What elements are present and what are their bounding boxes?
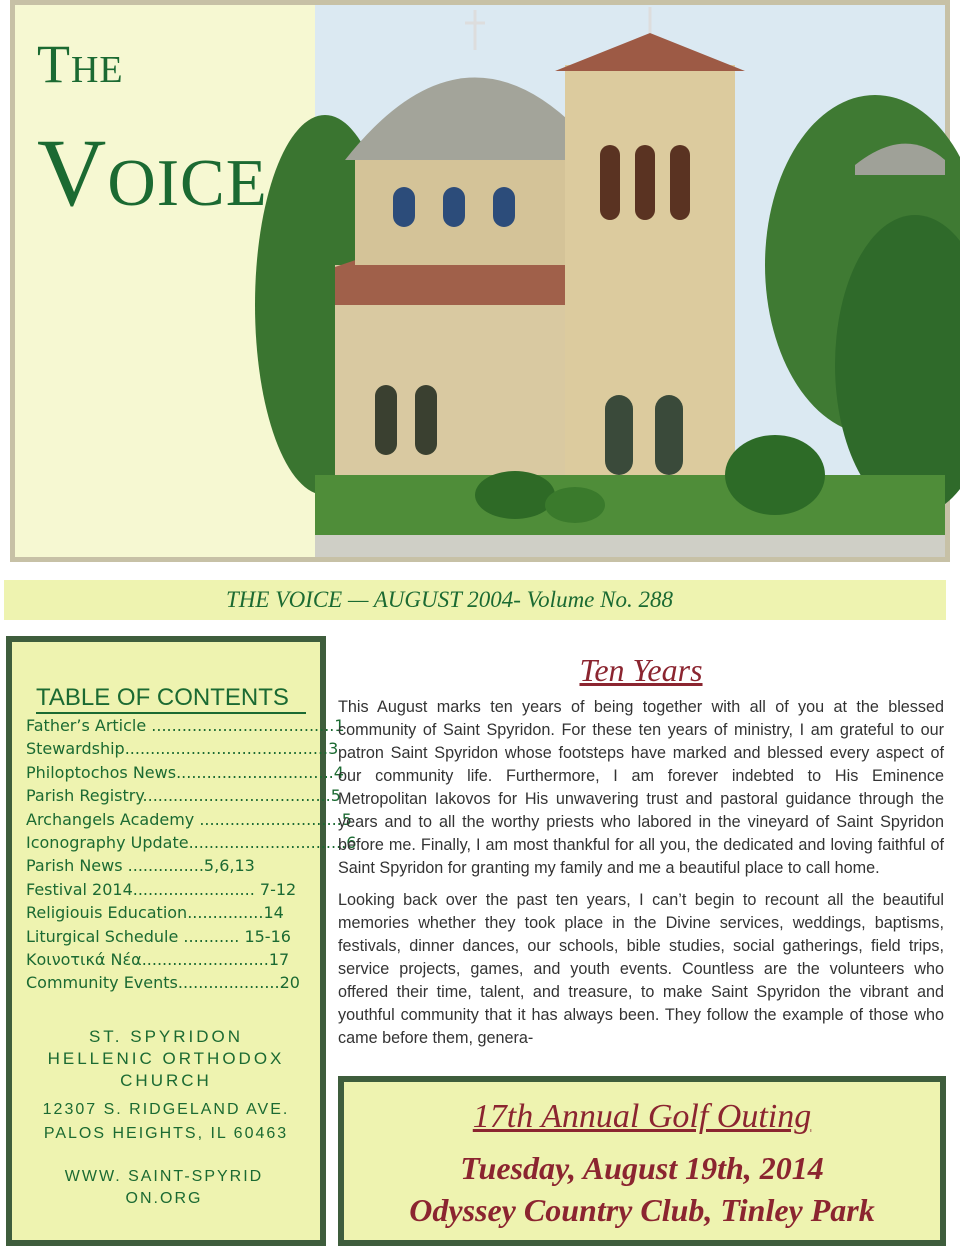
article-paragraph: Looking back over the past ten years, I can’t begin to recount all the beautiful memories whether they took place in the Divine services, weddings, baptisms, festivals, dinner dances, our schools, bible studies, social gatherings, field trips, service projects, games, and youth events. Countless are the volunteers who offered their time, talent, and treasure, to make Saint Spyridon the vibrant and youthful community that it has always been. They follow the example of those who came before them, genera- [338,891,944,1047]
article-body [338,696,944,1059]
church-photo [315,5,945,557]
toc-item: Parish News ...............5,6,13 [26,856,255,876]
toc-heading: TABLE OF CONTENTS [36,684,306,714]
toc-item: Κοινοτικά Νέα.........................17 [26,950,290,970]
toc-item: Liturgical Schedule ........... 15-16 [26,926,291,946]
golf-date: Tuesday, August 19th, 2014 [460,1150,824,1186]
masthead [10,0,950,562]
address-line: PALOS HEIGHTS, IL 60463 [43,1125,289,1142]
toc-item: Philoptochos News...............................4 [26,762,344,782]
toc-item: Parish Registry.....................................5 [26,786,341,806]
toc-item: Religiouis Education...............14 [26,903,284,923]
article-title: Ten Years [579,652,703,688]
title-the: The [37,34,124,94]
church-name-line: ST. SPYRIDON [88,1027,244,1046]
golf-title: 17th Annual Golf Outing [472,1098,812,1135]
table-of-contents [6,636,357,1246]
title-voice: Voice [37,119,268,226]
toc-item: Archangels Academy ............................5 [26,809,352,829]
church-address [12,1098,320,1146]
church-name [12,1026,320,1092]
toc-item: Iconography Update...............................6 [26,833,357,853]
toc-list [26,714,357,995]
golf-venue: Odyssey Country Club, Tinley Park [409,1192,875,1228]
address-line: 12307 S. RIDGELAND AVE. [42,1101,290,1118]
toc-item: Father’s Article ....................................1 [26,716,345,735]
church-name-line: HELLENIC ORTHODOX [47,1049,285,1068]
toc-item: Festival 2014........................ 7-12 [26,879,297,899]
volume-banner: THE VOICE — AUGUST 2004- Volume No. 288 [4,580,946,620]
golf-outing-box [338,1076,946,1246]
church-name-line: CHURCH [120,1071,212,1090]
article-paragraph: This August marks ten years of being together with all of you at the blessed community of Saint Spyridon. For these ten years of ministry, I am grateful to our patron Saint Spyridon whose footsteps have marked and blessed every aspect of our community life. Furthermore, I am forever indebted to His Eminence Metropolitan Iakovos for His unwavering trust and pastoral guidance through the years and to all the worthy priests who labored in the vineyard of Saint Spyridon before me. Finally, I am most thankful for all you, the dedicated and loving faithful of Saint Spyridon for granting my family and me a beautiful place to call home. [338,698,944,877]
website-link[interactable]: WWW. SAINT-SPYRIDON.ORG [64,1168,264,1207]
toc-item: Stewardship........................................3 [26,739,339,759]
toc-item: Community Events....................20 [26,973,300,993]
